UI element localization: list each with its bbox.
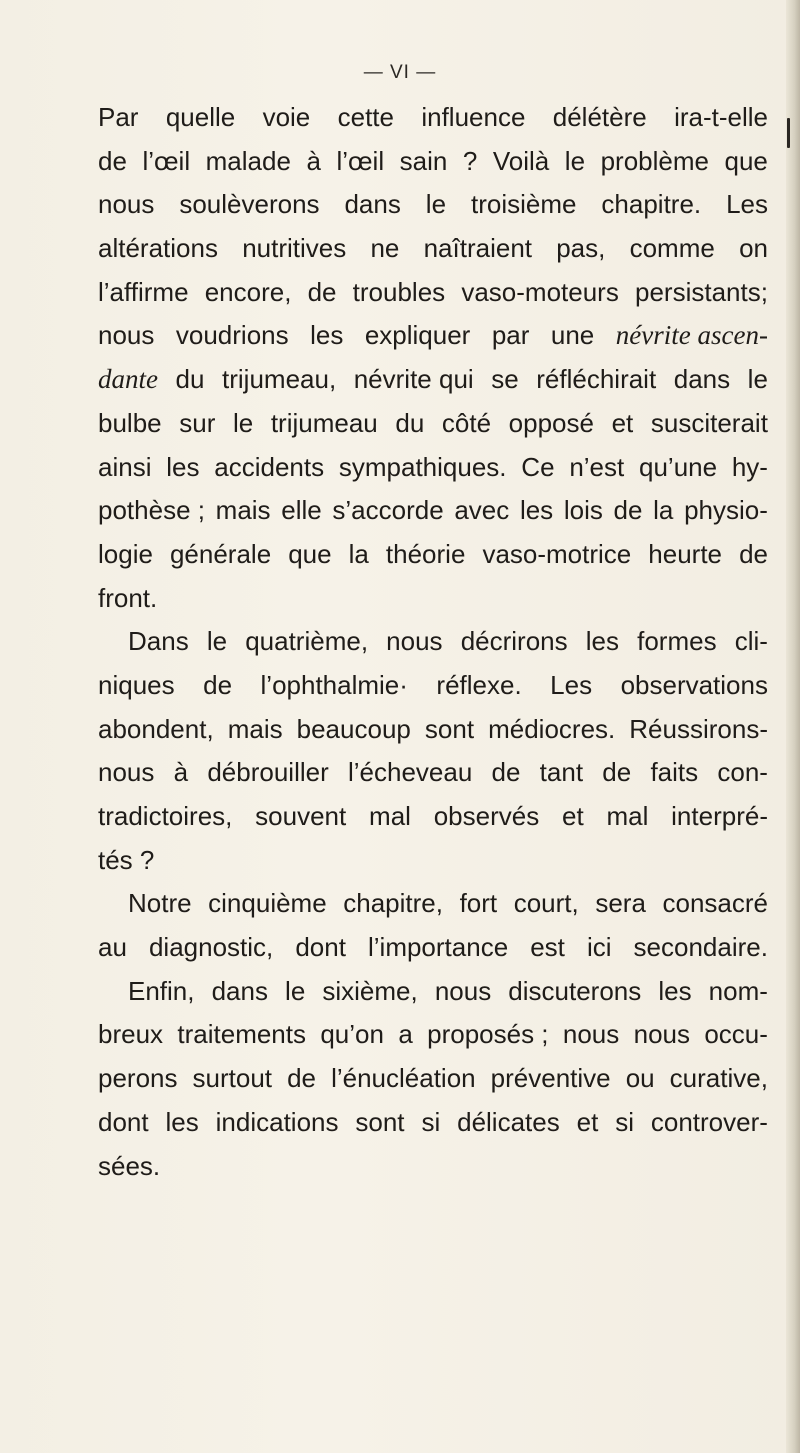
word: est: [530, 932, 565, 963]
page-number: — VI —: [363, 62, 437, 83]
text-line: [98, 970, 768, 1014]
word: elle: [281, 495, 322, 526]
word: dont: [295, 932, 346, 963]
word: nous: [386, 626, 443, 657]
word: dans: [344, 189, 401, 220]
word: susciterait: [650, 407, 768, 438]
word: de: [491, 757, 521, 788]
word: troisième: [470, 189, 577, 220]
word: sont: [424, 713, 475, 744]
word: décrirons: [460, 626, 568, 657]
word: le: [232, 407, 254, 438]
word: breux: [98, 1019, 164, 1050]
word: n’est: [569, 451, 625, 482]
word: la: [653, 495, 674, 526]
word: controver-: [650, 1106, 768, 1137]
word: vaso-moteurs: [461, 276, 619, 307]
word: dont: [98, 1106, 149, 1137]
word: mais: [215, 495, 271, 526]
word: ira-t-elle: [674, 102, 768, 132]
word: ainsi: [98, 451, 152, 482]
word: côté: [441, 407, 492, 438]
word: le: [564, 145, 586, 176]
text-line: [98, 446, 768, 490]
word: a: [398, 1019, 413, 1050]
word: Notre: [128, 888, 192, 919]
word: Voilà: [492, 145, 550, 176]
word: ou: [625, 1063, 655, 1094]
word: indications: [215, 1106, 339, 1137]
word: observés: [433, 801, 540, 831]
word: problème: [600, 145, 709, 176]
word: logie: [98, 538, 153, 569]
word: se: [491, 364, 519, 395]
word: l’œil: [336, 145, 385, 176]
text-line: [98, 533, 768, 577]
word: par: [491, 320, 530, 351]
word: proposés ;: [427, 1019, 549, 1050]
word: mal: [369, 801, 411, 831]
word: l’importance: [367, 932, 509, 963]
word: avec: [454, 495, 510, 526]
word: les: [165, 1106, 199, 1137]
word: cli-: [734, 626, 768, 657]
word: court,: [513, 888, 579, 919]
text-line: [98, 140, 768, 184]
word: Réussirons-: [629, 713, 768, 744]
text-line: [98, 795, 768, 839]
word: une: [550, 320, 595, 351]
word: perons: [98, 1063, 178, 1094]
word: quatrième,: [245, 626, 369, 657]
text-line: tés ?: [98, 844, 155, 875]
text-line: [98, 1013, 768, 1057]
word: sur: [179, 407, 216, 438]
word: nous: [633, 1019, 690, 1050]
word: soulèverons: [179, 189, 320, 220]
word: si: [615, 1106, 634, 1137]
text-line: [98, 96, 768, 140]
word: pothèse ;: [98, 495, 205, 526]
word: de: [98, 145, 127, 176]
word: l’ophthalmie·: [260, 669, 408, 700]
word: curative,: [669, 1063, 768, 1094]
text-line: [98, 708, 768, 752]
word: hy-: [731, 451, 768, 482]
word: dans: [673, 364, 731, 395]
text-line: [98, 1057, 768, 1101]
word: les: [166, 451, 200, 482]
word: le: [425, 189, 447, 220]
word: préventive: [490, 1063, 611, 1094]
text-line: [98, 882, 768, 926]
word: débrouiller: [207, 757, 329, 788]
word: altérations: [98, 233, 218, 264]
word: opposé: [508, 407, 594, 438]
word: et: [611, 407, 634, 438]
text-line: [98, 926, 768, 970]
page-edge-mark: [787, 118, 790, 148]
word: encore,: [204, 276, 292, 307]
word: qu’une: [639, 451, 718, 482]
word: qu’on: [320, 1019, 384, 1050]
word: à: [306, 145, 321, 176]
word: et: [576, 1106, 599, 1137]
text-line: [98, 314, 768, 358]
word: théorie: [385, 538, 466, 569]
word: s’accorde: [332, 495, 444, 526]
word: les: [310, 320, 344, 351]
word: niques: [98, 669, 175, 700]
word: sixième,: [322, 975, 418, 1006]
word: troubles: [352, 276, 446, 307]
word: diagnostic,: [148, 932, 274, 963]
word: le: [206, 626, 228, 657]
word: générale: [169, 538, 272, 569]
word: abondent,: [98, 713, 214, 744]
word: Ce: [521, 451, 555, 482]
word: souvent: [255, 801, 347, 831]
word: influence: [421, 102, 526, 132]
word: nous: [98, 757, 155, 788]
word: le: [747, 364, 768, 395]
italic-phrase: dante: [98, 364, 158, 395]
page-edge-shadow: [786, 0, 800, 1453]
word: délétère: [552, 102, 647, 132]
word: fort: [459, 888, 498, 919]
word: voudrions: [175, 320, 289, 351]
word: sympathiques.: [338, 451, 507, 482]
word: nous: [434, 975, 492, 1006]
word: chapitre.: [601, 189, 702, 220]
word: Dans: [128, 626, 189, 657]
word: surtout: [192, 1063, 273, 1094]
word: discuterons: [508, 975, 642, 1006]
word: nom-: [708, 975, 768, 1006]
word: ?: [462, 145, 478, 176]
word: on: [739, 233, 768, 264]
word: réfléchirait: [536, 364, 657, 395]
word: les: [658, 975, 692, 1006]
text-line: [98, 664, 768, 708]
word: tant: [539, 757, 584, 788]
word: nous: [562, 1019, 620, 1050]
body-text: [98, 96, 768, 1188]
word: de: [739, 538, 768, 569]
word: si: [421, 1106, 441, 1137]
word: Enfin,: [128, 975, 195, 1006]
text-line: [98, 1101, 768, 1145]
word: de: [307, 276, 337, 307]
word: formes: [637, 626, 717, 657]
text-line: [98, 402, 768, 446]
word: dans: [211, 975, 268, 1006]
word: l’œil: [142, 145, 191, 176]
word: vaso-motrice: [482, 538, 632, 569]
word: physio-: [684, 495, 768, 526]
word: de: [287, 1063, 317, 1094]
word: faits: [650, 757, 699, 788]
word: sont: [355, 1106, 405, 1137]
word: les: [585, 626, 619, 657]
word: de: [602, 757, 632, 788]
italic-phrase: névrite ascen-: [615, 320, 768, 351]
word: ne: [370, 233, 400, 264]
word: accidents: [214, 451, 325, 482]
word: cinquième: [208, 888, 327, 919]
word: nutritives: [242, 233, 347, 264]
word: névrite qui: [353, 364, 474, 395]
word: chapitre,: [343, 888, 443, 919]
word: réflexe.: [436, 669, 522, 700]
word: tradictoires,: [98, 801, 233, 831]
word: sain: [399, 145, 448, 176]
word: persistants;: [634, 276, 768, 307]
word: délicates: [457, 1106, 560, 1137]
word: l’énucléation: [331, 1063, 476, 1094]
word: con-: [717, 757, 768, 788]
text-line: [98, 358, 768, 402]
word: mal: [606, 801, 649, 831]
word: les: [519, 495, 554, 526]
word: ici: [586, 932, 612, 963]
text-line: front.: [98, 582, 158, 613]
text-line: [98, 227, 768, 271]
word: trijumeau: [270, 407, 378, 438]
word: Par: [98, 102, 139, 132]
word: expliquer: [364, 320, 471, 351]
word: quelle: [165, 102, 236, 132]
word: du: [395, 407, 425, 438]
word: pas,: [556, 233, 606, 264]
word: malade: [205, 145, 291, 176]
word: Les: [726, 189, 768, 220]
text-line: [98, 271, 768, 315]
word: le: [285, 975, 306, 1006]
word: voie: [262, 102, 311, 132]
text-line: sées.: [98, 1150, 161, 1181]
word: de: [203, 669, 233, 700]
word: observations: [620, 669, 768, 700]
word: que: [724, 145, 768, 176]
word: Les: [550, 669, 593, 700]
word: mais: [227, 713, 283, 744]
word: traitements: [177, 1019, 306, 1050]
word: trijumeau,: [222, 364, 337, 395]
word: naîtraient: [423, 233, 532, 264]
word: nous: [98, 320, 155, 351]
word: beaucoup: [296, 713, 411, 744]
word: bulbe: [98, 407, 162, 438]
word: à: [173, 757, 189, 788]
text-line: [98, 620, 768, 664]
text-line: [98, 183, 768, 227]
word: occu-: [704, 1019, 768, 1050]
word: secondaire.: [633, 932, 768, 963]
word: lois: [563, 495, 603, 526]
word: sera: [595, 888, 646, 919]
word: cette: [337, 102, 394, 132]
word: nous: [98, 189, 155, 220]
word: l’affirme: [98, 276, 189, 307]
word: l’écheveau: [347, 757, 473, 788]
text-line: [98, 751, 768, 795]
word: interpré-: [671, 801, 768, 831]
word: consacré: [662, 888, 768, 919]
word: du: [175, 364, 205, 395]
word: que: [288, 538, 332, 569]
word: la: [348, 538, 369, 569]
word: et: [562, 801, 584, 831]
word: au: [98, 932, 127, 963]
word: heurte: [648, 538, 723, 569]
word: médiocres.: [488, 713, 616, 744]
word: comme: [629, 233, 715, 264]
text-line: [98, 489, 768, 533]
word: de: [613, 495, 643, 526]
